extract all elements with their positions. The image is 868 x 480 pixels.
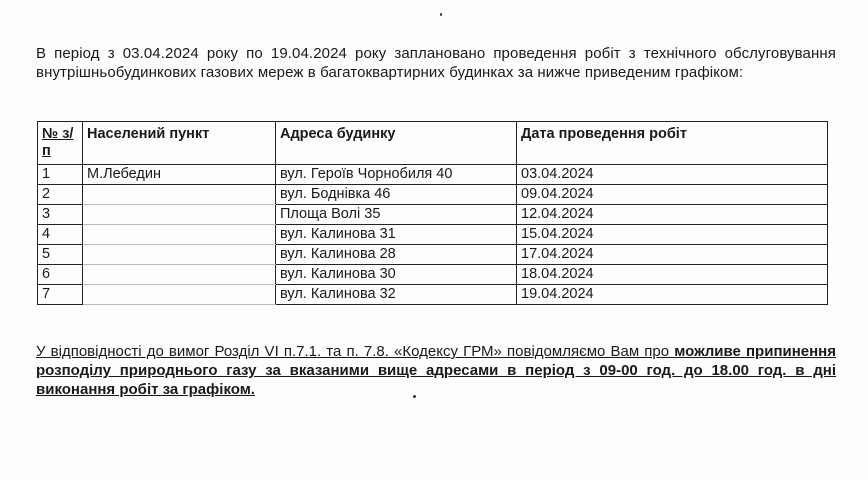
row-number: 6 [38,265,83,285]
row-address: вул. Боднівка 46 [276,185,517,205]
table-row [38,165,828,185]
row-address: вул. Калинова 28 [276,245,517,265]
row-settlement [83,265,276,285]
row-number: 4 [38,225,83,245]
row-settlement [83,285,276,305]
row-address: вул. Героїв Чорнобиля 40 [276,165,517,185]
row-number: 1 [38,165,83,185]
row-number: 5 [38,245,83,265]
row-address: вул. Калинова 31 [276,225,517,245]
row-date: 18.04.2024 [517,265,828,285]
table-row [38,265,828,285]
header-number: № з/п [38,122,83,165]
row-date: 15.04.2024 [517,225,828,245]
row-date: 03.04.2024 [517,165,828,185]
row-date: 17.04.2024 [517,245,828,265]
row-settlement [83,185,276,205]
row-number: 7 [38,285,83,305]
notice-paragraph [36,342,836,399]
row-date: 19.04.2024 [517,285,828,305]
row-address: вул. Калинова 30 [276,265,517,285]
row-settlement: М.Лебедин [83,165,276,185]
table-row [38,185,828,205]
row-date: 12.04.2024 [517,205,828,225]
row-number: 2 [38,185,83,205]
row-address: вул. Калинова 32 [276,285,517,305]
notice-plain-text: У відповідності до вимог Розділ VI п.7.1. та п. 7.8. «Кодексу ГРМ» повідомляємо Вам про [36,343,675,360]
table-row [38,285,828,305]
row-number: 3 [38,205,83,225]
row-settlement [83,205,276,225]
table-row [38,205,828,225]
header-address: Адреса будинку [276,122,517,165]
header-settlement: Населений пункт [83,122,276,165]
maintenance-schedule-table [37,121,828,305]
row-address: Площа Волі 35 [276,205,517,225]
header-date: Дата проведення робіт [517,122,828,165]
scan-speck [440,13,442,16]
row-settlement [83,245,276,265]
row-settlement [83,225,276,245]
notice-bold-text: можливе припинення розподілу природнього газу за вказаними вище адресами в період з 09-00 год. до 18.00 год. в дні виконання робіт за графіком. [36,343,836,398]
table-row [38,245,828,265]
table-header-row [38,122,828,165]
table-row [38,225,828,245]
row-date: 09.04.2024 [517,185,828,205]
intro-paragraph: В період з 03.04.2024 року по 19.04.2024 року заплановано проведення робіт з технічного обслуговування внутрішньобудинкових газових мереж в багатоквартирних будинках за нижче приведеним графіком: [36,45,836,81]
